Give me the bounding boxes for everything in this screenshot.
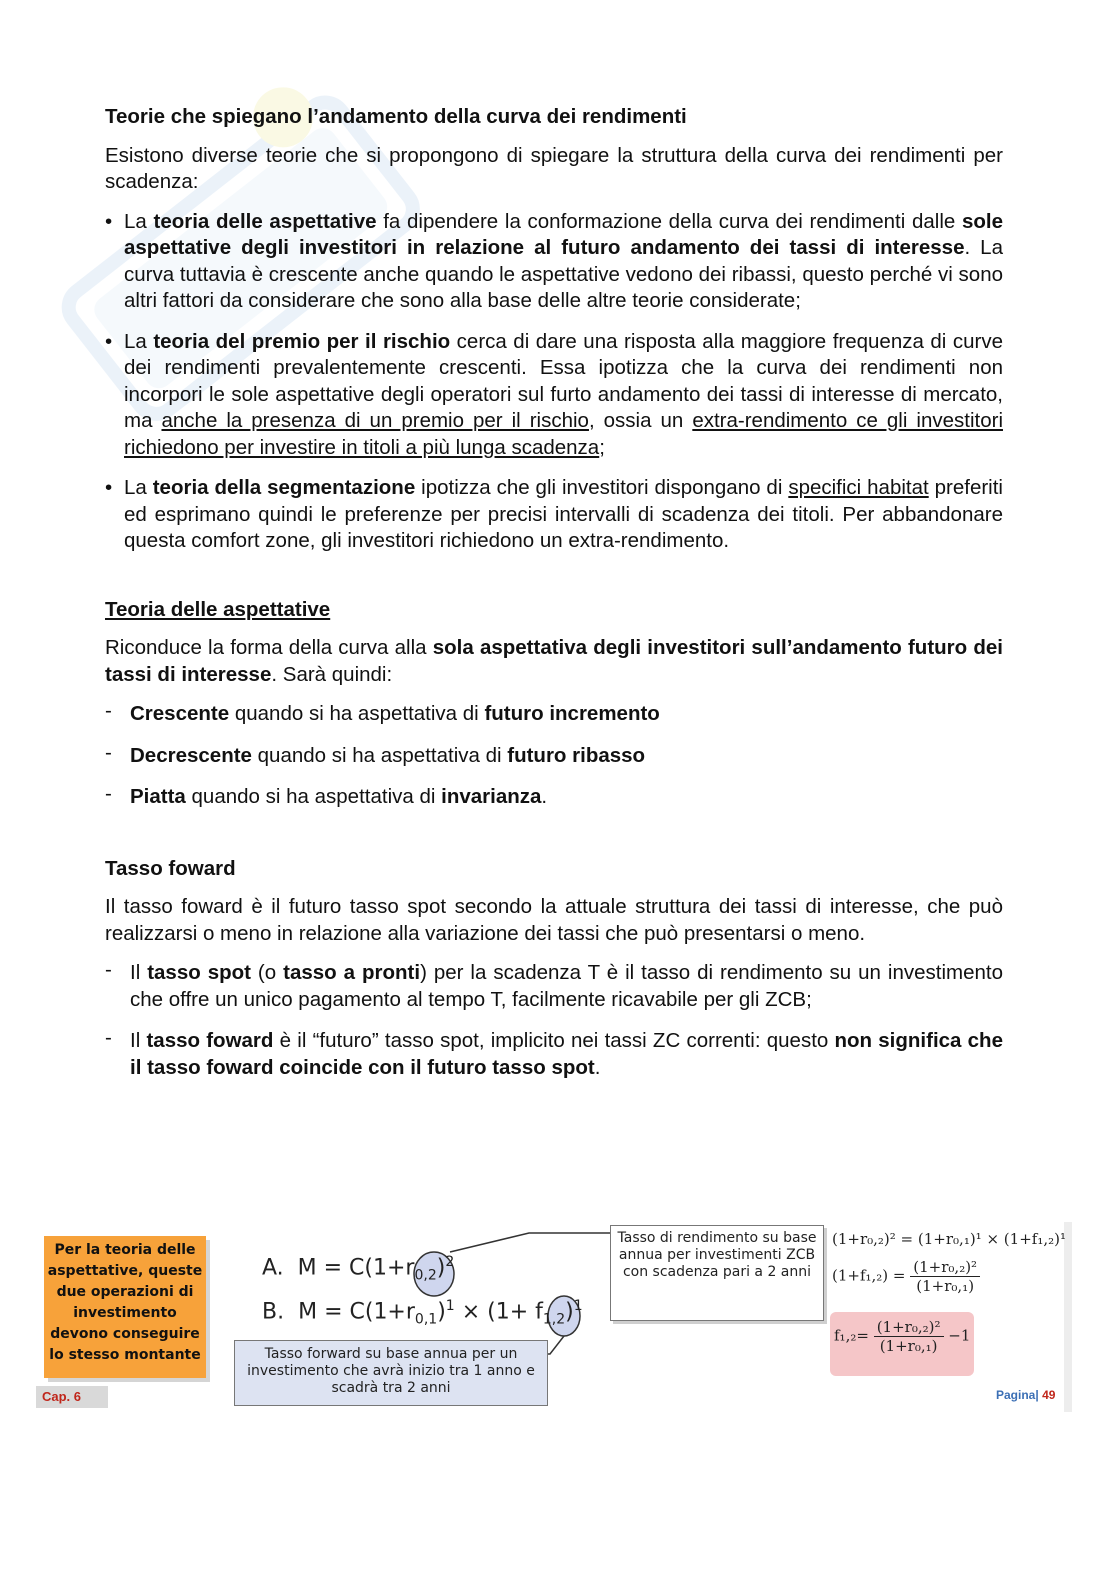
dash-marker: - — [105, 1026, 112, 1049]
section-title-foward: Tasso foward — [105, 856, 236, 880]
note-line: Per la teoria delle — [54, 1242, 196, 1258]
list-item — [105, 960, 1003, 1013]
document-body — [105, 104, 1003, 1096]
curve-shape-list — [105, 701, 1003, 811]
text: Il — [130, 961, 148, 984]
text: fa dipendere la conformazione della curva dei rendimenti dalle — [376, 209, 962, 233]
text: Il — [130, 1029, 147, 1052]
dash-marker: - — [105, 958, 112, 981]
text-bold: teoria del premio per il rischio — [153, 329, 451, 353]
text-bold: futuro ribasso — [507, 743, 646, 767]
text-bold: tasso a pronti — [283, 961, 421, 984]
text: quando si ha aspettativa di — [229, 702, 485, 725]
formula-text: f₁,₂= — [834, 1326, 869, 1345]
formula-text: −1 — [948, 1326, 971, 1345]
text-bold: Crescente — [130, 702, 230, 725]
equation-sup: 1 — [445, 1298, 455, 1314]
equation-sub: 0,1 — [414, 1311, 438, 1328]
text: ) per la scadenza T è il tasso di rendimento su un investimento che offre un unico pagamento al tempo T, facilmente ricavabile per gli ZCB; — [130, 961, 1003, 1011]
rate-definition-list — [105, 960, 1003, 1081]
theory-list — [105, 209, 1003, 555]
section-intro — [105, 635, 1003, 688]
dash-marker: - — [105, 740, 112, 764]
text: . — [594, 1055, 601, 1079]
text-bold: teoria della segmentazione — [152, 476, 416, 499]
equation-text: M = C(1+r — [298, 1299, 415, 1325]
text-bold: invarianza — [441, 785, 542, 808]
text-bold: tasso foward — [146, 1029, 274, 1052]
dash-marker: - — [105, 782, 112, 805]
text-bold: non significa che il tasso foward coincide con il futuro tasso spot — [130, 1029, 1003, 1079]
text-bold: Piatta — [130, 785, 186, 808]
page-separator: | — [1035, 1388, 1039, 1402]
equation-a — [262, 1254, 454, 1284]
formula-equality: (1+r₀,₂)² = (1+r₀,₁)¹ × (1+f₁,₂)¹ — [832, 1230, 1066, 1248]
text-underlined: extra-rendimento ce gli investitori richiedono per investire in titoli a più lunga scadenza — [124, 409, 1003, 459]
text: , ossia un — [588, 409, 693, 432]
text-bold: sola aspettativa degli investitori sull’andamento futuro dei tassi di interesse — [105, 636, 1003, 686]
chapter-badge: Cap. 6 — [36, 1386, 108, 1408]
text: quando si ha aspettativa di — [251, 743, 508, 767]
formula-forward-rate — [834, 1318, 970, 1355]
fraction-denominator: (1+r₀,₁) — [916, 1277, 975, 1295]
list-item — [105, 784, 1003, 811]
section-title-teorie: Teorie che spiegano l’andamento della curva dei rendimenti — [105, 105, 687, 128]
equation-b — [262, 1298, 583, 1328]
equation-text: × (1+ f — [454, 1299, 543, 1325]
text: . Sarà quindi: — [271, 662, 393, 686]
list-item — [105, 1028, 1003, 1081]
text-bold: teoria delle aspettative — [153, 209, 377, 233]
text-bold: Decrescente — [130, 743, 252, 767]
text: cerca di dare una risposta alla maggiore frequenza di curve dei rendimenti prevalentemente crescenti. Essa ipotizza che la curva dei rendimenti non incorpori le sole aspettative degli operatori sul furto andamento dei tassi di interesse di mercato, ma — [124, 329, 1003, 432]
fraction — [910, 1258, 980, 1295]
section-intro: Il tasso foward è il futuro tasso spot secondo la attuale struttura dei tassi di interesse, che può realizzarsi o meno in relazione alla variazione dei tassi che può presentarsi o meno. — [105, 895, 1003, 945]
page-number — [996, 1388, 1055, 1402]
text: (o — [250, 961, 284, 984]
equation-text: M = C(1+r — [297, 1255, 415, 1281]
text: preferiti ed esprimano quindi le preferenze per precisi intervalli di scadenza dei titoli. Per abbandonare questa comfort zone, gli investitori richiedono un extra-rendimento. — [124, 476, 1003, 552]
fraction-denominator: (1+r₀,₁) — [879, 1337, 938, 1355]
text-bold: futuro incremento — [484, 702, 660, 725]
text-underlined: specifici habitat — [788, 476, 929, 499]
page-label: Pagina — [996, 1388, 1036, 1402]
caption-text: Tasso forward su base annua per un investimento che avrà inizio tra 1 anno e scadrà tra 2 anni — [247, 1346, 535, 1396]
equation-sub: 1,2 — [542, 1311, 566, 1328]
note-line: due operazioni di — [56, 1284, 194, 1300]
equation-text: ) — [436, 1255, 446, 1281]
equation-sup: 1 — [573, 1298, 583, 1314]
text-bold: sole aspettative degli investitori in relazione al futuro andamento dei tassi di interesse — [124, 209, 1003, 259]
note-line: devono conseguire — [50, 1326, 200, 1342]
fraction — [874, 1318, 944, 1355]
note-line: lo stesso montante — [49, 1347, 201, 1363]
forward-rate-caption-box — [234, 1340, 548, 1406]
list-item — [105, 475, 1003, 555]
text: Riconduce la forma della curva alla — [105, 636, 433, 659]
text: . La curva tuttavia è crescente anche quando le aspettative vedono dei ribassi, questo perché vi sono altri fattori da considerare che sono alla base delle altre teorie considerate; — [124, 236, 1003, 312]
equation-label: B. — [262, 1299, 285, 1325]
spot-rate-caption-box — [610, 1225, 824, 1321]
text: La — [124, 476, 153, 499]
dash-marker: - — [105, 699, 112, 722]
text-underlined: anche la presenza di un premio per il rischio — [161, 409, 589, 432]
equation-sub: 0,2 — [414, 1267, 437, 1284]
page-num: 49 — [1042, 1388, 1056, 1402]
fraction-numerator: (1+r₀,₂)² — [910, 1258, 980, 1277]
formula-text: (1+f₁,₂) = — [832, 1266, 906, 1285]
note-line: aspettative, queste — [47, 1263, 203, 1279]
text: quando si ha aspettativa di — [185, 785, 442, 808]
list-item — [105, 701, 1003, 728]
equation-text: ) — [437, 1299, 446, 1325]
equation-sup: 2 — [445, 1254, 455, 1270]
text: è il “futuro” tasso spot, implicito nei tassi ZC correnti: questo — [273, 1029, 835, 1052]
fraction-numerator: (1+r₀,₂)² — [874, 1318, 944, 1337]
equation-text: ) — [565, 1299, 574, 1325]
list-item — [105, 740, 1003, 770]
caption-text: Tasso di rendimento su base annua per investimenti ZCB con scadenza pari a 2 anni — [617, 1230, 817, 1280]
text: ipotizza che gli investitori dispongano di — [415, 476, 789, 499]
note-line: investimento — [73, 1305, 177, 1321]
text: ; — [599, 435, 605, 459]
list-item — [105, 209, 1003, 315]
text: La — [124, 209, 154, 233]
equation-label: A. — [262, 1255, 284, 1281]
text: La — [124, 329, 154, 353]
forward-rate-figure — [32, 1222, 1072, 1414]
text: . — [541, 785, 548, 808]
section-title-aspettative: Teoria delle aspettative — [105, 597, 331, 621]
text-bold: tasso spot — [147, 961, 251, 984]
list-item — [105, 329, 1003, 462]
formula-forward-factor — [832, 1258, 980, 1295]
section-intro: Esistono diverse teorie che si propongono di spiegare la struttura della curva dei rendimenti per scadenza: — [105, 143, 1003, 193]
